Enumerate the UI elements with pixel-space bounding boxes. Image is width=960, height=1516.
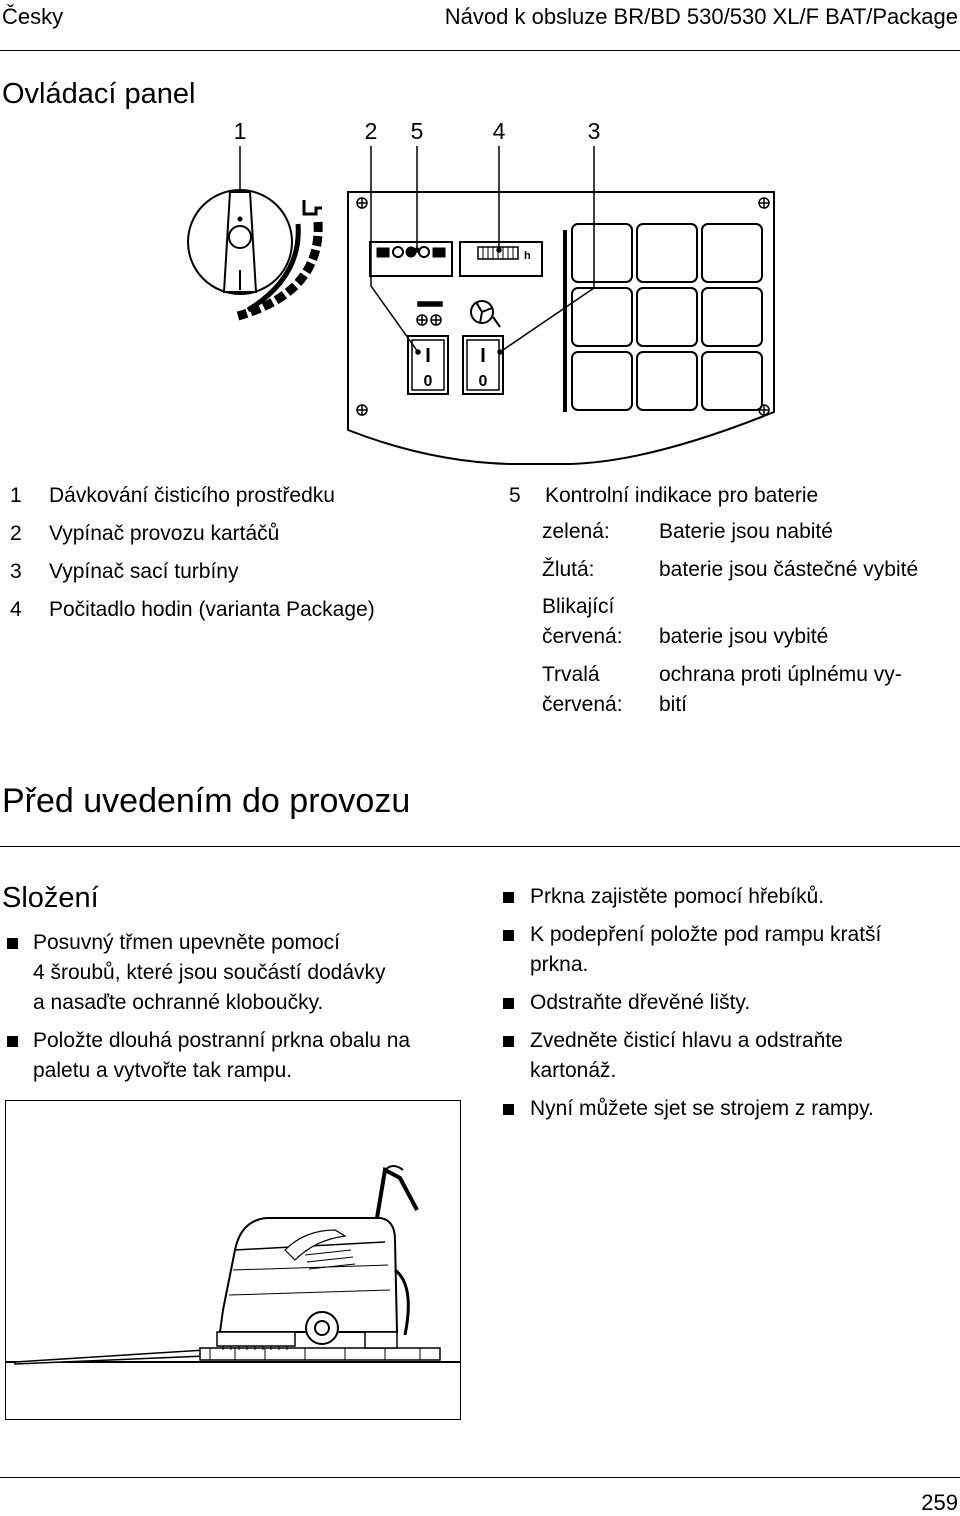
blank-button-grid — [572, 224, 762, 410]
bullet-icon — [503, 892, 514, 903]
bullet-icon — [503, 1104, 514, 1115]
instruction-line: Zvedněte čisticí hlavu a odstraňte — [530, 1029, 843, 1052]
instruction-line: K podepření položte pod rampu kratší — [530, 923, 882, 946]
legend-item: 5 — [509, 484, 521, 507]
detergent-dial — [188, 190, 322, 316]
instruction-line: Nyní můžete sjet se strojem z rampy. — [530, 1097, 874, 1120]
indicator-value: ochrana proti úplnému vy- — [659, 663, 902, 686]
instruction-line: paletu a vytvořte tak rampu. — [33, 1059, 293, 1082]
legend-item-text: Dávkování čisticího prostředku — [49, 484, 335, 507]
legend-item-text: Vypínač provozu kartáčů — [49, 522, 280, 545]
svg-text:I: I — [480, 345, 486, 367]
indicator-label: Žlutá: — [542, 558, 595, 581]
callout-5: 5 — [410, 118, 424, 144]
control-panel-title: Ovládací panel — [2, 78, 196, 110]
indicator-label: Trvalá — [542, 663, 600, 686]
indicator-value: baterie jsou částečné vybité — [659, 558, 919, 581]
header-manual-title: Návod k obsluze BR/BD 530/530 XL/F BAT/Package — [444, 4, 958, 29]
indicator-value: baterie jsou vybité — [659, 625, 829, 648]
instruction-line: Prkna zajistěte pomocí hřebíků. — [530, 885, 825, 908]
section-rule — [0, 846, 960, 847]
legend-item: 2 — [10, 522, 22, 545]
legend-item: 3 — [10, 560, 22, 583]
instruction-line: 4 šroubů, které jsou součástí dodávky — [33, 961, 386, 984]
indicator-label: červená: — [542, 625, 623, 648]
header-rule — [0, 50, 960, 51]
hour-counter — [460, 242, 542, 276]
callout-4: 4 — [492, 118, 506, 144]
indicator-label: Blikající — [542, 595, 615, 618]
callout-1: 1 — [233, 118, 247, 144]
callout-2: 2 — [364, 118, 378, 144]
turbine-switch[interactable] — [463, 336, 503, 394]
instruction-line: prkna. — [530, 953, 589, 976]
instruction-line: Posuvný třmen upevněte pomocí — [33, 931, 341, 954]
page-number: 259 — [921, 1490, 958, 1515]
battery-indicator — [370, 242, 452, 276]
control-panel-diagram — [180, 112, 800, 472]
svg-text:I: I — [425, 345, 431, 367]
indicator-value: Baterie jsou nabité — [659, 520, 833, 543]
subsection-title: Složení — [2, 882, 99, 914]
footer-rule — [0, 1477, 960, 1478]
section-title: Před uvedením do provozu — [2, 782, 411, 820]
legend-item-text: Kontrolní indikace pro baterie — [545, 484, 819, 507]
header-language: Česky — [2, 4, 64, 29]
bullet-icon — [503, 930, 514, 941]
indicator-label: červená: — [542, 693, 623, 716]
svg-text:h: h — [524, 250, 531, 262]
machine-ramp-illustration — [5, 1100, 461, 1420]
callout-3: 3 — [587, 118, 601, 144]
legend-item-text: Počitadlo hodin (varianta Package) — [49, 598, 375, 621]
bullet-icon — [7, 1036, 18, 1047]
legend-item-text: Vypínač sací turbíny — [49, 560, 239, 583]
instruction-line: Odstraňte dřevěné lišty. — [530, 991, 751, 1014]
brush-switch[interactable] — [408, 336, 448, 394]
bullet-icon — [503, 1036, 514, 1047]
bullet-icon — [7, 938, 18, 949]
instruction-line: kartonáž. — [530, 1059, 617, 1082]
legend-item: 1 — [10, 484, 22, 507]
legend-item: 4 — [10, 598, 22, 621]
indicator-value: bití — [659, 693, 688, 716]
svg-text:0: 0 — [423, 373, 433, 390]
bullet-icon — [503, 998, 514, 1009]
indicator-label: zelená: — [542, 520, 610, 543]
svg-text:0: 0 — [478, 373, 488, 390]
instruction-line: a nasaďte ochranné kloboučky. — [33, 991, 324, 1014]
brush-icon — [417, 302, 442, 325]
instruction-line: Položte dlouhá postranní prkna obalu na — [33, 1029, 411, 1052]
suction-turbine-icon — [471, 301, 500, 327]
